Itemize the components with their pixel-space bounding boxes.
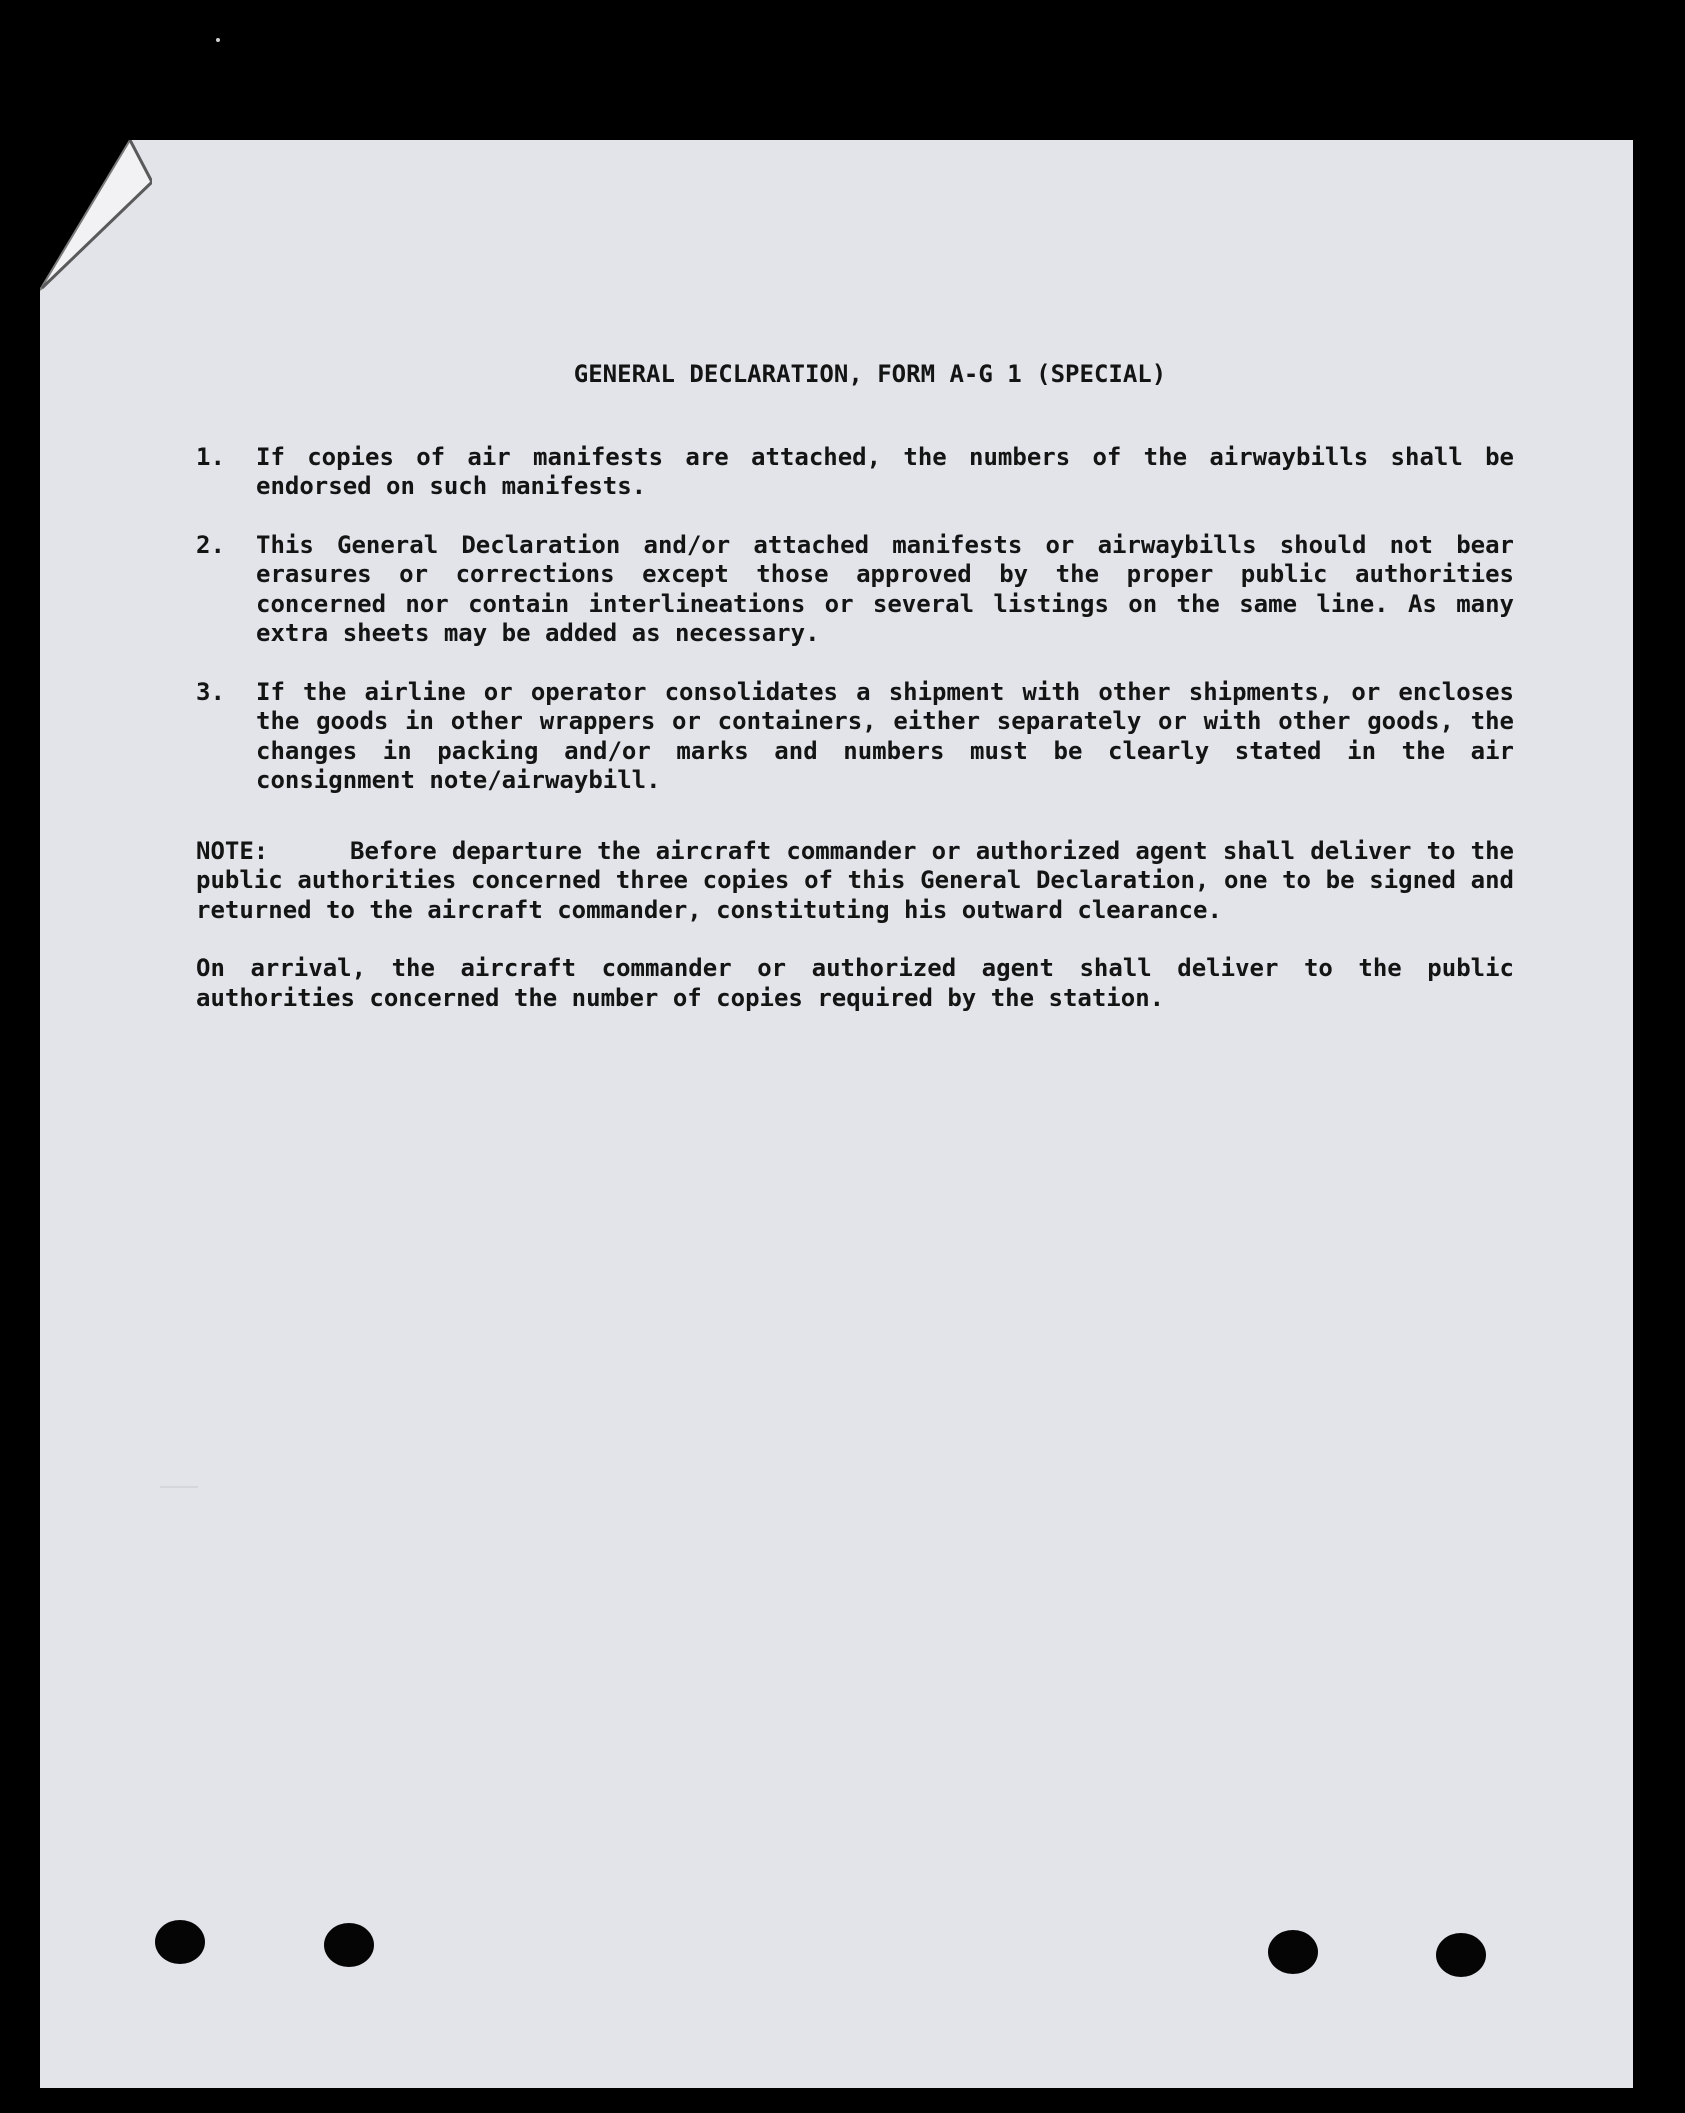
punch-hole <box>1436 1933 1486 1977</box>
instruction-item-3 <box>196 678 1514 796</box>
instruction-item-1 <box>196 443 1514 502</box>
punch-hole <box>155 1920 205 1964</box>
note-text: Before departure the aircraft commander or authorized agent shall deliver to the public authorities concerned three copies of this General Declaration, one to be signed and returned to the aircraft commander, constituting his outward clearance. <box>196 836 1514 924</box>
note-paragraph <box>196 837 1514 926</box>
declaration-content <box>196 360 1514 1013</box>
note-label: NOTE: <box>196 836 269 865</box>
item-text: If copies of air manifests are attached, the numbers of the airwaybills shall be endorsed on such manifests. <box>256 442 1514 500</box>
item-number: 1. <box>196 442 225 471</box>
scan-speck <box>216 38 220 42</box>
instruction-item-2 <box>196 531 1514 649</box>
punch-hole <box>1268 1930 1318 1974</box>
punch-hole <box>324 1923 374 1967</box>
document-title: GENERAL DECLARATION, FORM A-G 1 (SPECIAL) <box>573 360 1167 388</box>
item-text: This General Declaration and/or attached manifests or airwaybills should not bear erasures or corrections except those approved by the proper public authorities concerned nor contain interlineations or several listings on the same line. As many extra sheets may be added as necessary. <box>256 530 1514 647</box>
item-number: 3. <box>196 677 225 706</box>
item-number: 2. <box>196 530 225 559</box>
folded-corner-icon <box>40 140 152 292</box>
item-text: If the airline or operator consolidates a shipment with other shipments, or encloses the goods in other wrappers or containers, either separately or with other goods, the changes in packing and/or marks and numbers must be clearly stated in the air consignment note/airwaybill. <box>256 677 1514 794</box>
arrival-paragraph: On arrival, the aircraft commander or authorized agent shall deliver to the public authorities concerned the number of copies required by the station. <box>196 954 1514 1012</box>
bleed-through-mark <box>160 1486 198 1488</box>
